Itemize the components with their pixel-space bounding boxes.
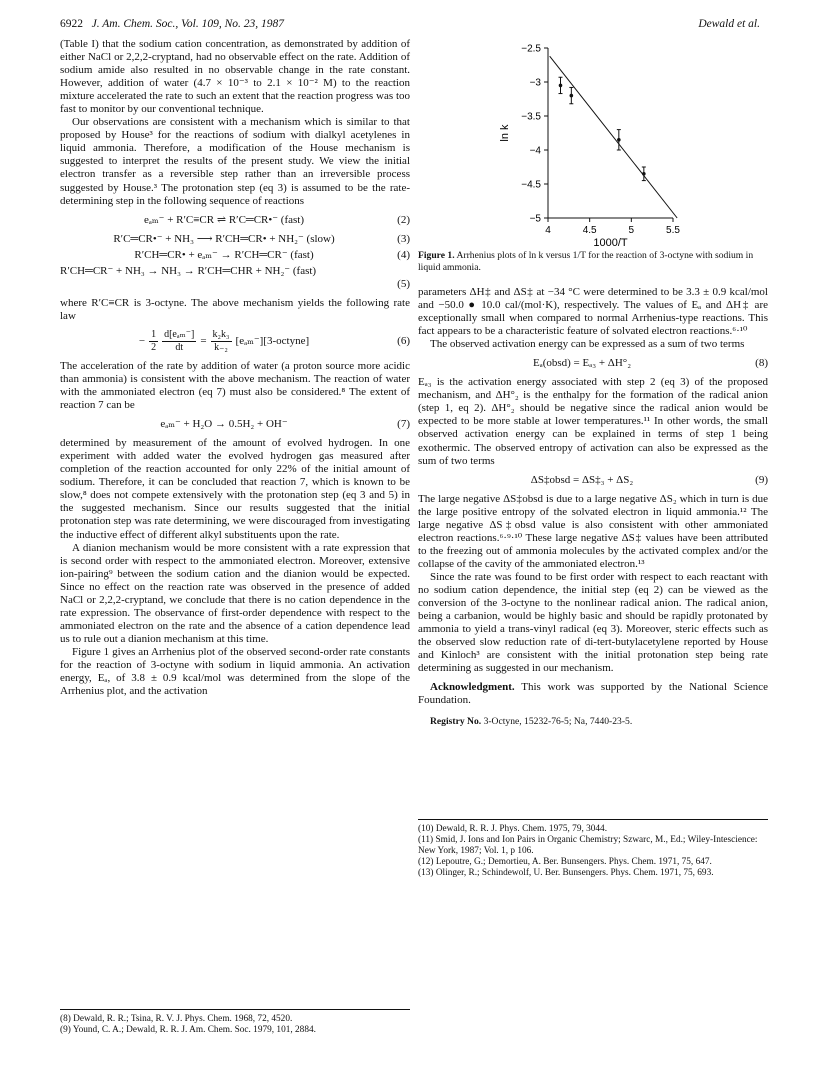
equation-number: (3) <box>397 232 410 245</box>
x-tick-label: 5.5 <box>666 225 680 236</box>
paragraph: Figure 1 gives an Arrhenius plot of the observed second-order rate constants for the reaction of 3-octyne with sodium in liquid ammonia. An activation energy, Eₐ, of 3.8 ± 0.9 kcal/mol was determined from the slope of the Arrhenius plot, and the activation <box>60 645 410 698</box>
y-tick-label: −2.5 <box>521 43 541 55</box>
equation-7 <box>60 418 410 431</box>
y-axis-label: ln k <box>499 124 511 142</box>
minus-sign: − <box>138 334 146 347</box>
ack-text: This work was supported by the National Science Foundation. <box>418 681 768 707</box>
y-tick-label: −3 <box>529 77 541 89</box>
data-point <box>617 138 621 142</box>
reference-11: (11) Smid, J. Ions and Ion Pairs in Organic Chemistry; Szwarc, M., Ed.; Wiley-Intescience: New York, 1987; Vol. 1, p 106. <box>418 835 758 856</box>
footnotes-right <box>418 819 768 879</box>
caption-text: Arrhenius plots of ln k versus 1/T for the reaction of 3-octyne with sodium in liquid ammonia. <box>418 250 754 273</box>
paragraph: A dianion mechanism would be more consistent with a rate expression that is second order with respect to the ammoniated electron. Moreover, extensive ion-pairing⁹ between the sodium cation and the dianion would be expected. Since no effect on the reaction rate was observed in the presence of added NaCl or 2,2,2-cryptand, we conclude that there is no cation dependence in the rate expression. The observance of first-order dependence with respect to the ammoniated electron on the rate and the absence of a cation dependence lead us to rule out a dianion mechanism at this time. <box>60 541 410 645</box>
reference-13: (13) Olinger, R.; Schindewolf, U. Ber. Bunsengers. Phys. Chem. 1971, 75, 693. <box>418 868 714 878</box>
registry-label: Registry No. <box>430 716 482 728</box>
journal-citation: J. Am. Chem. Soc., Vol. 109, No. 23, 1987 <box>91 18 285 30</box>
arrhenius-plot <box>418 38 768 248</box>
equation-3 <box>60 233 410 246</box>
equation-5 <box>60 265 410 291</box>
rate-law-rhs: [eₐₘ⁻][3-octyne] <box>235 334 310 347</box>
x-axis-label: 1000/T <box>593 237 628 248</box>
equation-number: (4) <box>397 248 410 261</box>
equation-body: Eₐ(obsd) = Eₐ₃ + ΔH°₂ <box>532 357 632 370</box>
equation-2 <box>60 214 410 227</box>
page-number: 6922 <box>60 18 83 30</box>
equation-body: ΔS‡obsd = ΔS‡₃ + ΔS₂ <box>530 473 634 486</box>
equation-body: R′CH═CR• + eₐₘ⁻ → R′CH═CR⁻ (fast) <box>134 248 314 261</box>
paragraph: The acceleration of the rate by addition of water (a proton source more acidic than ammonia) is consistent with the above mechanism. The reaction of water with the ammoniated electron (eq 7) must also be considered.⁸ The extent of reaction 7 can be <box>60 359 410 412</box>
registry-text: 3-Octyne, 15232-76-5; Na, 7440-23-5. <box>483 716 633 728</box>
reference-10: (10) Dewald, R. R. J. Phys. Chem. 1975, 79, 3044. <box>418 824 608 834</box>
ack-label: Acknowledgment. <box>430 681 515 694</box>
equation-number: (7) <box>397 418 410 431</box>
reference-8: (8) Dewald, R. R.; Tsina, R. V. J. Phys. Chem. 1968, 72, 4520. <box>60 1014 293 1024</box>
running-header <box>60 18 284 30</box>
equation-body: eₐₘ⁻ + H₂O → 0.5H₂ + OH⁻ <box>160 418 288 431</box>
paragraph: where R′C≡CR is 3-octyne. The above mechanism yields the following rate law <box>60 296 410 322</box>
fraction <box>162 329 196 354</box>
denominator: 2 <box>151 341 157 353</box>
fit-line <box>550 56 677 218</box>
equation-number: (6) <box>397 334 410 347</box>
paragraph: Our observations are consistent with a mechanism which is similar to that proposed by House³ for the reactions of sodium with dialkyl acetylenes in liquid ammonia. Therefore, a modification of the House mechanism is suggested to interpret the results of the present study. We view the initial electron transfer as a reversible step rather than an irreversible process suggested by House.³ The protonation step (eq 3) is assumed to be the rate-determining step in the following sequence of reactions <box>60 116 410 207</box>
fraction <box>149 329 158 354</box>
rate-law: − $\frac{1}{2}$ $\frac{\text{d[eₐₘ⁻]}}{dt}$ = $\frac{\text{k₂k₃}}{\text{k₋₂}}$ [eₐₘ⁻][3-octyne] <box>138 328 310 353</box>
equation-number: (2) <box>397 213 410 226</box>
equation-body: R′CH═CR⁻ + NH₃ → NH₃ → R′CH═CHR + NH₂⁻ (fast) <box>60 264 317 277</box>
equation-body: eₐₘ⁻ + R′C≡CR ⇌ R′C═CR•⁻ (fast) <box>144 213 304 226</box>
data-point <box>559 84 563 88</box>
equation-8 <box>418 357 768 370</box>
x-tick-label: 4.5 <box>582 225 597 236</box>
paragraph: The observed activation energy can be expressed as a sum of two terms <box>430 338 745 351</box>
equation-number: (5) <box>397 277 410 290</box>
denominator: dt <box>175 341 184 353</box>
data-point <box>642 172 646 176</box>
y-tick-label: −3.5 <box>521 111 541 123</box>
equation-9 <box>418 474 768 487</box>
paragraph: Since the rate was found to be first order with respect to each reactant with no sodium cation dependence, the initial step (eq 2) can be viewed as the conversion of the 3-octyne to the nonlinear radical anion. The radical anion, being a carbanion, would be highly basic and should be rapidly protonated by ammonia to yield a trans-vinyl radical (eq 3). Moreover, steric effects such as the observed slow reduction rate of di-tert-butylacetylene reported by House and Kinloch³ are consistent with the initial protonation step being rate determining as suggested in our mechanism. <box>418 570 768 675</box>
registry <box>418 715 768 728</box>
paragraph: The large negative ΔS‡obsd is due to a large negative ΔS₂ which in turn is due the large positive entropy of the solvated electron in liquid ammonia.¹² The large negative ΔS‡obsd value is also consistent with other ammoniated electron reactions.⁶·⁹·¹⁰ These large negative ΔS‡ values have been attributed to the freezing out of ammonia molecules by the activated complex and/or the collapse of the cavity of the ammoniated electron.¹³ <box>418 492 768 570</box>
numerator: 1 <box>151 328 157 340</box>
equation-number: (8) <box>755 357 768 370</box>
equation-number: (9) <box>755 473 768 486</box>
figure-caption <box>418 250 768 273</box>
footnotes-left <box>60 1009 410 1036</box>
paragraph: parameters ΔH‡ and ΔS‡ at −34 °C were determined to be 3.3 ± 0.9 kcal/mol and −50.0 ● 10.0 cal/(mol·K), respectively. The values of Eₐ and ΔH‡ are exceptionally small when compared to normal Arrhenius-type reactions. This fact appears to be a characteristic feature of solvated electron reactions.⁶·¹⁰ <box>418 286 768 338</box>
data-point <box>570 94 574 98</box>
paragraph: Eₐ₃ is the activation energy associated with step 2 (eq 3) of the proposed mechanism, and ΔH°₂ is the enthalpy for the formation of the radical anion (step 1, eq 2). ΔH°₂ should be negative since the radical anion would be expected to be more stable at lower temperatures.¹¹ In other words, the small observed activation energy can be explained in terms of step 1 being exothermic. The observed entropy of activation can also be expressed as the sum of two terms <box>418 376 768 467</box>
author-header: Dewald et al. <box>698 18 760 30</box>
right-column <box>418 286 768 728</box>
numerator: d[eₐₘ⁻] <box>164 328 195 340</box>
figure-1 <box>418 38 768 248</box>
left-column <box>60 38 410 698</box>
numerator: k₂k₃ <box>212 328 230 340</box>
x-tick-label: 5 <box>628 225 635 236</box>
denominator: k₋₂ <box>214 341 228 353</box>
y-tick-label: −4 <box>529 145 541 157</box>
reference-12: (12) Lepoutre, G.; Demortieu, A. Ber. Bunsengers. Phys. Chem. 1971, 75, 647. <box>418 857 712 867</box>
acknowledgment <box>418 681 768 707</box>
paragraph: determined by measurement of the amount of evolved hydrogen. In one experiment with added water the evolved hydrogen gas measured after completion of the reaction accounted for only 22% of the initial amount of sodium. Therefore, it can be concluded that reaction 7, which is known to be slow,⁸ does not compete extensively with the protonation step (eq 3 and 5) in the suggested mechanism. Since our results suggested that the initial protonation step was rate determining, we were discouraged from investigating the inductive effect of different alkyl substituents upon the rate. <box>60 437 410 541</box>
equation-body: R′C═CR•⁻ + NH₃ ⟶ R′CH═CR• + NH₂⁻ (slow) <box>113 232 335 245</box>
x-tick-label: 4 <box>545 225 551 236</box>
paragraph: (Table I) that the sodium cation concentration, as demonstrated by addition of either NaCl or 2,2,2-cryptand, had no observable effect on the rate. Addition of sodium amide also resulted in no observable change in the rate constant. However, addition of water (4.7 × 10⁻³ to 2.1 × 10⁻² M) to the reaction mixture accelerated the rate to such an extent that the reaction progress was too fast to monitor by our conventional technique. <box>60 38 410 116</box>
reference-9: (9) Yound, C. A.; Dewald, R. R. J. Am. Chem. Soc. 1979, 101, 2884. <box>60 1025 316 1035</box>
y-tick-label: −5 <box>529 213 541 225</box>
equation-6 <box>60 329 410 354</box>
caption-label: Figure 1. <box>418 250 455 261</box>
fraction <box>211 329 232 354</box>
equation-4 <box>60 249 410 262</box>
y-tick-label: −4.5 <box>521 179 541 191</box>
